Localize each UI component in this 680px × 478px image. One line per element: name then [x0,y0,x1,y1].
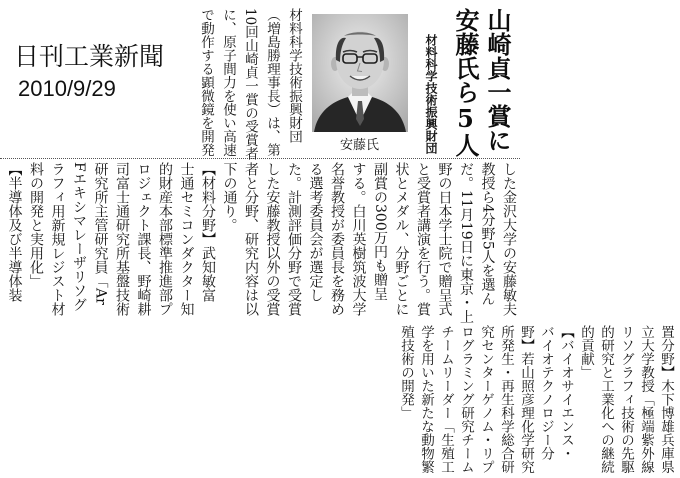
headline-line: 安藤氏ら5人 [451,8,480,157]
article-text-column: 名誉教授が委員長を務め [329,162,345,316]
article-text-column: （増島勝理事長）は、第 [264,8,280,157]
article-text-column: Fエキシマレーザリソグ [71,162,87,312]
photo-caption: 安藤氏 [340,138,380,153]
article-text-column: 状とメダル、分野ごとに [393,162,410,316]
article-text-column: チームリーダー「生殖工 [438,325,454,474]
article-text-column: 立大学教授「極端紫外線 [638,325,654,474]
article-text-column: 士通セミコンダクター知 [178,162,195,316]
headline-line: 山崎貞一賞に [483,8,512,152]
article-text-column: ラフィ用新規レジスト材 [49,162,66,316]
article-text-column: と受賞者講演を行う。賞 [415,162,431,316]
portrait-photo-image [312,14,408,132]
article-text-column: 置分野】木下博雄兵庫県 [658,325,674,474]
article-text-column: 所発生・再生科学総合研 [498,325,514,474]
article-text-column: に、原子間力を使い高速 [220,8,236,157]
tier-divider [0,158,520,159]
article-text-column: 学を用いた新たな動物繁 [418,325,434,474]
article-text-column: 材料科学技術振興財団 [286,8,302,143]
article-text-column: 司富士通研究所基盤技術 [114,162,130,316]
article-text-column: 的研究と工業化への継続 [598,325,614,474]
article-text-column: 【半導体及び半導体装 [6,162,23,302]
article-text-column: る選考委員会が選定し [307,162,324,302]
article-text-column: 究センターゲノム・リプ [478,325,494,474]
article-text-column: リソグラフィ技術の先駆 [618,325,634,474]
article-text-column: た。計測評価分野で受賞 [286,162,302,316]
article-text-column: バイオテクノロジー分 [538,325,554,460]
article-text-column: ログラミング研究チーム [458,325,474,474]
article-text-column: 的貢献」 [578,325,594,379]
article-text-column: 者と分野、研究内容は以 [243,162,259,316]
article-text-column: する。白川英樹筑波大学 [350,162,367,316]
article-text-column: 10回山崎貞一賞の受賞者 [242,8,258,161]
article-text-column: 下の通り。 [221,162,238,232]
article-text-column: 研究所主管研究員「Ar [92,162,109,305]
article-text-column: 料の開発と実用化」 [28,162,44,288]
headline-subtitle: 材料科学技術振興財団 [424,34,438,154]
article-text-column: 副賞の300万円も贈呈 [372,162,388,301]
article-text-column: 【材料分野】武知敏富 [200,162,216,302]
article-text-column: ロジェクト課長、野崎耕 [135,162,152,316]
article-text-column: 野】若山照彦理化学研究 [518,325,534,474]
article-text-column: で動作する顕微鏡を開発 [198,8,214,157]
article-text-column: だ。11月19日に東京・上 [458,162,474,324]
article-text-column: 殖技術の開発」 [398,325,414,420]
newspaper-name: 日刊工業新聞 [14,42,165,71]
article-text-column: 【バイオサイエンス・ [558,325,574,460]
article-text-column: した金沢大学の安藤敏夫 [501,162,517,316]
portrait-photo [312,14,408,132]
article-text-column: 教授ら4分野5人を選ん [479,162,496,306]
article-text-column: 的財産本部標準推進部プ [157,162,173,316]
publication-date: 2010/9/29 [18,76,116,101]
article-text-column: 野の日本学士院で贈呈式 [436,162,453,316]
article-text-column: した安藤教授以外の受賞 [264,162,281,316]
